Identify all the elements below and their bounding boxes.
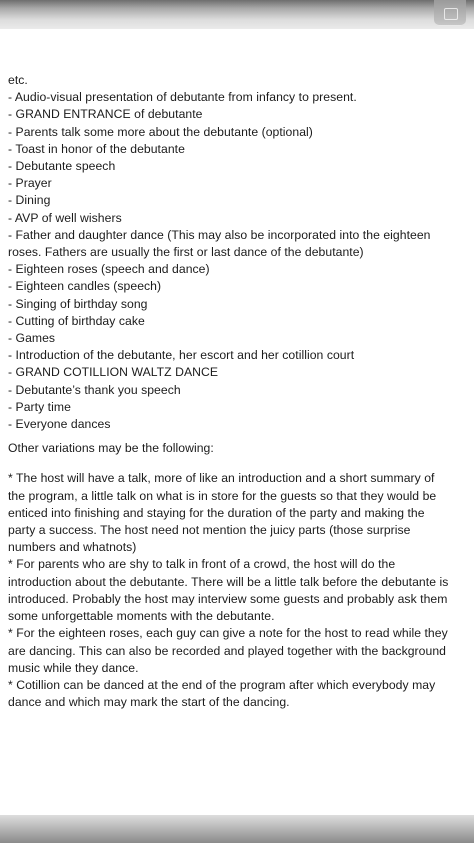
bottom-shadow-bar (0, 815, 474, 843)
program-line: - Debutante’s thank you speech (8, 382, 181, 397)
variation-line: dance and which may mark the start of the dancing. (8, 695, 290, 710)
variation-line: introduction about the debutante. There will be a little talk before the debutante is (8, 574, 449, 589)
program-line: roses. Fathers are usually the first or last dance of the debutante) (8, 245, 364, 260)
variation-line: * The host will have a talk, more of like an introduction and a short summary of (8, 471, 435, 486)
program-line: - Eighteen candles (speech) (8, 279, 162, 294)
variation-line: some unforgettable moments with the debutante. (8, 609, 275, 624)
variation-line: * For the eighteen roses, each guy can give a note for the host to read while they (8, 626, 448, 641)
variation-line: introduced. Probably the host may interview some guests and probably ask them (8, 591, 448, 606)
program-line: - GRAND COTILLION WALTZ DANCE (8, 365, 219, 380)
variation-line: * For parents who are shy to talk in front of a crowd, the host will do the (8, 557, 396, 572)
program-line: - Games (8, 331, 56, 346)
program-line: - Cutting of birthday cake (8, 313, 145, 328)
document-content (8, 72, 464, 711)
variations-list (8, 470, 464, 711)
variation-line: music while they dance. (8, 660, 139, 675)
program-line: - Toast in honor of the debutante (8, 141, 185, 156)
program-line: - Dining (8, 193, 51, 208)
program-line: - Singing of birthday song (8, 296, 148, 311)
variation-line: the program, a little talk on what is in store for the guests so that they would be (8, 488, 437, 503)
program-line: - Everyone dances (8, 417, 111, 432)
top-shadow-bar (0, 0, 474, 28)
program-list (8, 72, 464, 433)
program-line: - Prayer (8, 176, 52, 191)
program-line: - GRAND ENTRANCE of debutante (8, 107, 203, 122)
program-line: - AVP of well wishers (8, 210, 122, 225)
program-line: - Debutante speech (8, 159, 116, 174)
program-line: - Parents talk some more about the debutante (optional) (8, 124, 313, 139)
variation-line: * Cotillion can be danced at the end of the program after which everybody may (8, 677, 436, 692)
program-line: - Introduction of the debutante, her escort and her cotillion court (8, 348, 355, 363)
variation-line: party a success. The host need not mention the juicy parts (those surprise (8, 523, 411, 538)
variation-line: enticed into finishing and staying for the duration of the party and making the (8, 505, 425, 520)
program-line: - Eighteen roses (speech and dance) (8, 262, 210, 277)
variations-heading: Other variations may be the following: (8, 441, 214, 456)
program-line: etc. (8, 73, 28, 87)
variation-line: are dancing. This can also be recorded and played together with the background (8, 643, 446, 658)
variation-line: numbers and whatnots) (8, 540, 137, 555)
program-line: - Party time (8, 399, 71, 414)
expand-icon[interactable] (434, 0, 466, 26)
program-line: - Father and daughter dance (This may also be incorporated into the eighteen (8, 227, 431, 242)
program-line: - Audio-visual presentation of debutante from infancy to present. (8, 90, 357, 105)
